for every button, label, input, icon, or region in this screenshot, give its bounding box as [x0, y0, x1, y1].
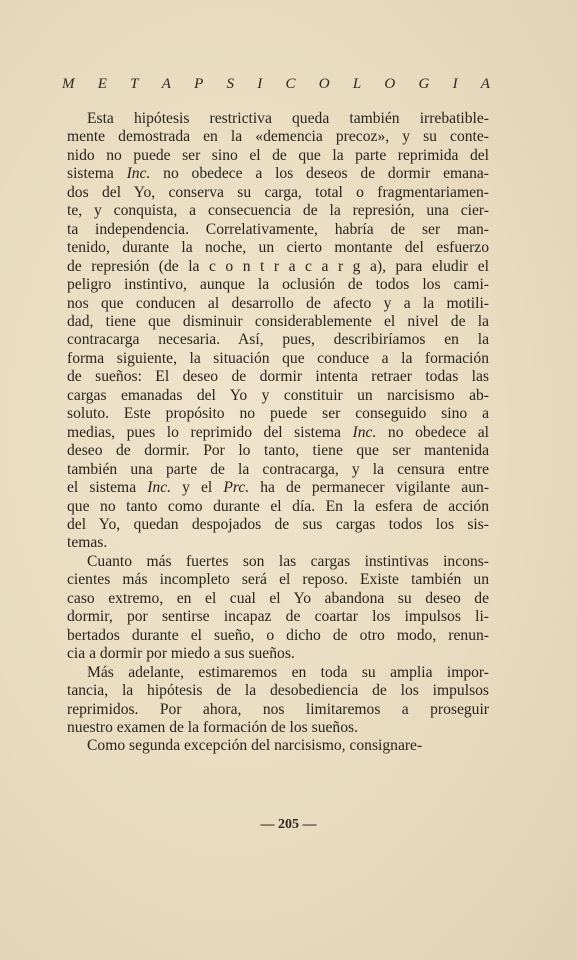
running-head-letter: O — [318, 76, 330, 92]
text-line: ta independencia. Correlativamente, habría de ser man- — [67, 220, 489, 238]
text-line: mente demostrada en la «demencia precoz», y su conte- — [67, 128, 489, 146]
text-line: que no tanto como durante el día. En la esfera de acción — [67, 497, 489, 515]
text-line: reprimidos. Por ahora, nos limitaremos a proseguir — [67, 700, 489, 718]
running-head-letter: I — [257, 76, 263, 92]
paragraph — [67, 664, 489, 738]
running-head-letter: T — [130, 76, 139, 92]
text-line: de sueños: El deseo de dormir intenta retraer todas las — [67, 368, 489, 386]
text-line: también una parte de la contracarga, y la censura entre — [67, 460, 489, 478]
paragraph — [67, 553, 489, 664]
page-number: — 205 — — [260, 817, 317, 832]
text-line: tancia, la hipótesis de la desobediencia de los impulsos — [67, 682, 489, 700]
text-line: sistema Inc. no obedece a los deseos de dormir emana- — [67, 165, 489, 183]
text-line: Cuanto más fuertes son las cargas instintivas incons- — [87, 552, 489, 570]
text-line: temas. — [67, 534, 108, 552]
running-head-letter: I — [452, 76, 458, 92]
text-line: contracarga necesaria. Así, pues, describiríamos en la — [67, 331, 489, 349]
text-line: dad, tiene que disminuir considerablemente el nivel de la — [67, 312, 489, 330]
text-line: cia a dormir por miedo a sus sueños. — [67, 645, 295, 663]
text-line: cientes más incompleto será el reposo. Existe también un — [67, 571, 489, 589]
running-head-letter: P — [194, 76, 204, 92]
text-line: del Yo, quedan despojados de sus cargas todos los sis- — [67, 515, 489, 533]
running-head-letter: E — [97, 76, 107, 92]
text-line: forma siguiente, la situación que conduce a la formación — [67, 349, 489, 367]
text-line: Como segunda excepción del narcisismo, consignare- — [87, 737, 423, 755]
text-line: medias, pues lo reprimido del sistema Inc. no obedece al — [67, 423, 489, 441]
running-head-letter: A — [480, 76, 490, 92]
text-line: dos del Yo, conserva su carga, total o fragmentariamen- — [67, 183, 489, 201]
running-head-letter: A — [161, 76, 171, 92]
text-line: cargas emanadas del Yo y constituir un narcisismo ab- — [67, 386, 489, 404]
text-line: nuestro examen de la formación de los sueños. — [67, 718, 358, 736]
text-line: Más adelante, estimaremos en toda su amplia impor- — [87, 663, 489, 681]
text-line: bertados durante el sueño, o dicho de otro modo, renun- — [67, 626, 489, 644]
running-head-letter: S — [226, 76, 235, 92]
text-line: soluto. Este propósito no puede ser conseguido sino a — [67, 405, 489, 423]
text-line: dormir, por sentirse incapaz de coartar los impulsos li- — [67, 608, 489, 626]
text-line: caso extremo, en el cual el Yo abandona su deseo de — [67, 589, 489, 607]
body-text — [67, 110, 489, 756]
text-line: Esta hipótesis restrictiva queda también irrebatible- — [87, 110, 489, 127]
running-head — [62, 76, 490, 93]
running-head-letter: L — [352, 76, 362, 92]
running-head-letter: M — [62, 76, 75, 92]
running-head-letter: G — [418, 76, 430, 92]
text-line: nos que conducen al desarrollo de afecto y a la motili- — [67, 294, 489, 312]
text-line: el sistema Inc. y el Prc. ha de permanecer vigilante aun- — [67, 479, 490, 497]
running-head-letter: C — [285, 76, 296, 92]
running-head-letter: O — [384, 76, 396, 92]
text-line: tenido, durante la noche, un cierto montante del esfuerzo — [67, 239, 489, 257]
text-line: de represión (de la c o n t r a c a r g a), para eludir el — [67, 257, 489, 275]
text-line: peligro instintivo, aunque la oclusión de todos los cami- — [67, 276, 489, 294]
text-line: te, y conquista, a consecuencia de la represión, una cier- — [67, 202, 489, 220]
text-line: deseo de dormir. Por lo tanto, tiene que ser mantenida — [67, 442, 489, 460]
paragraph — [67, 110, 489, 553]
paragraph — [67, 737, 489, 755]
text-line: nido no puede ser sino el de que la parte reprimida del — [67, 146, 489, 164]
